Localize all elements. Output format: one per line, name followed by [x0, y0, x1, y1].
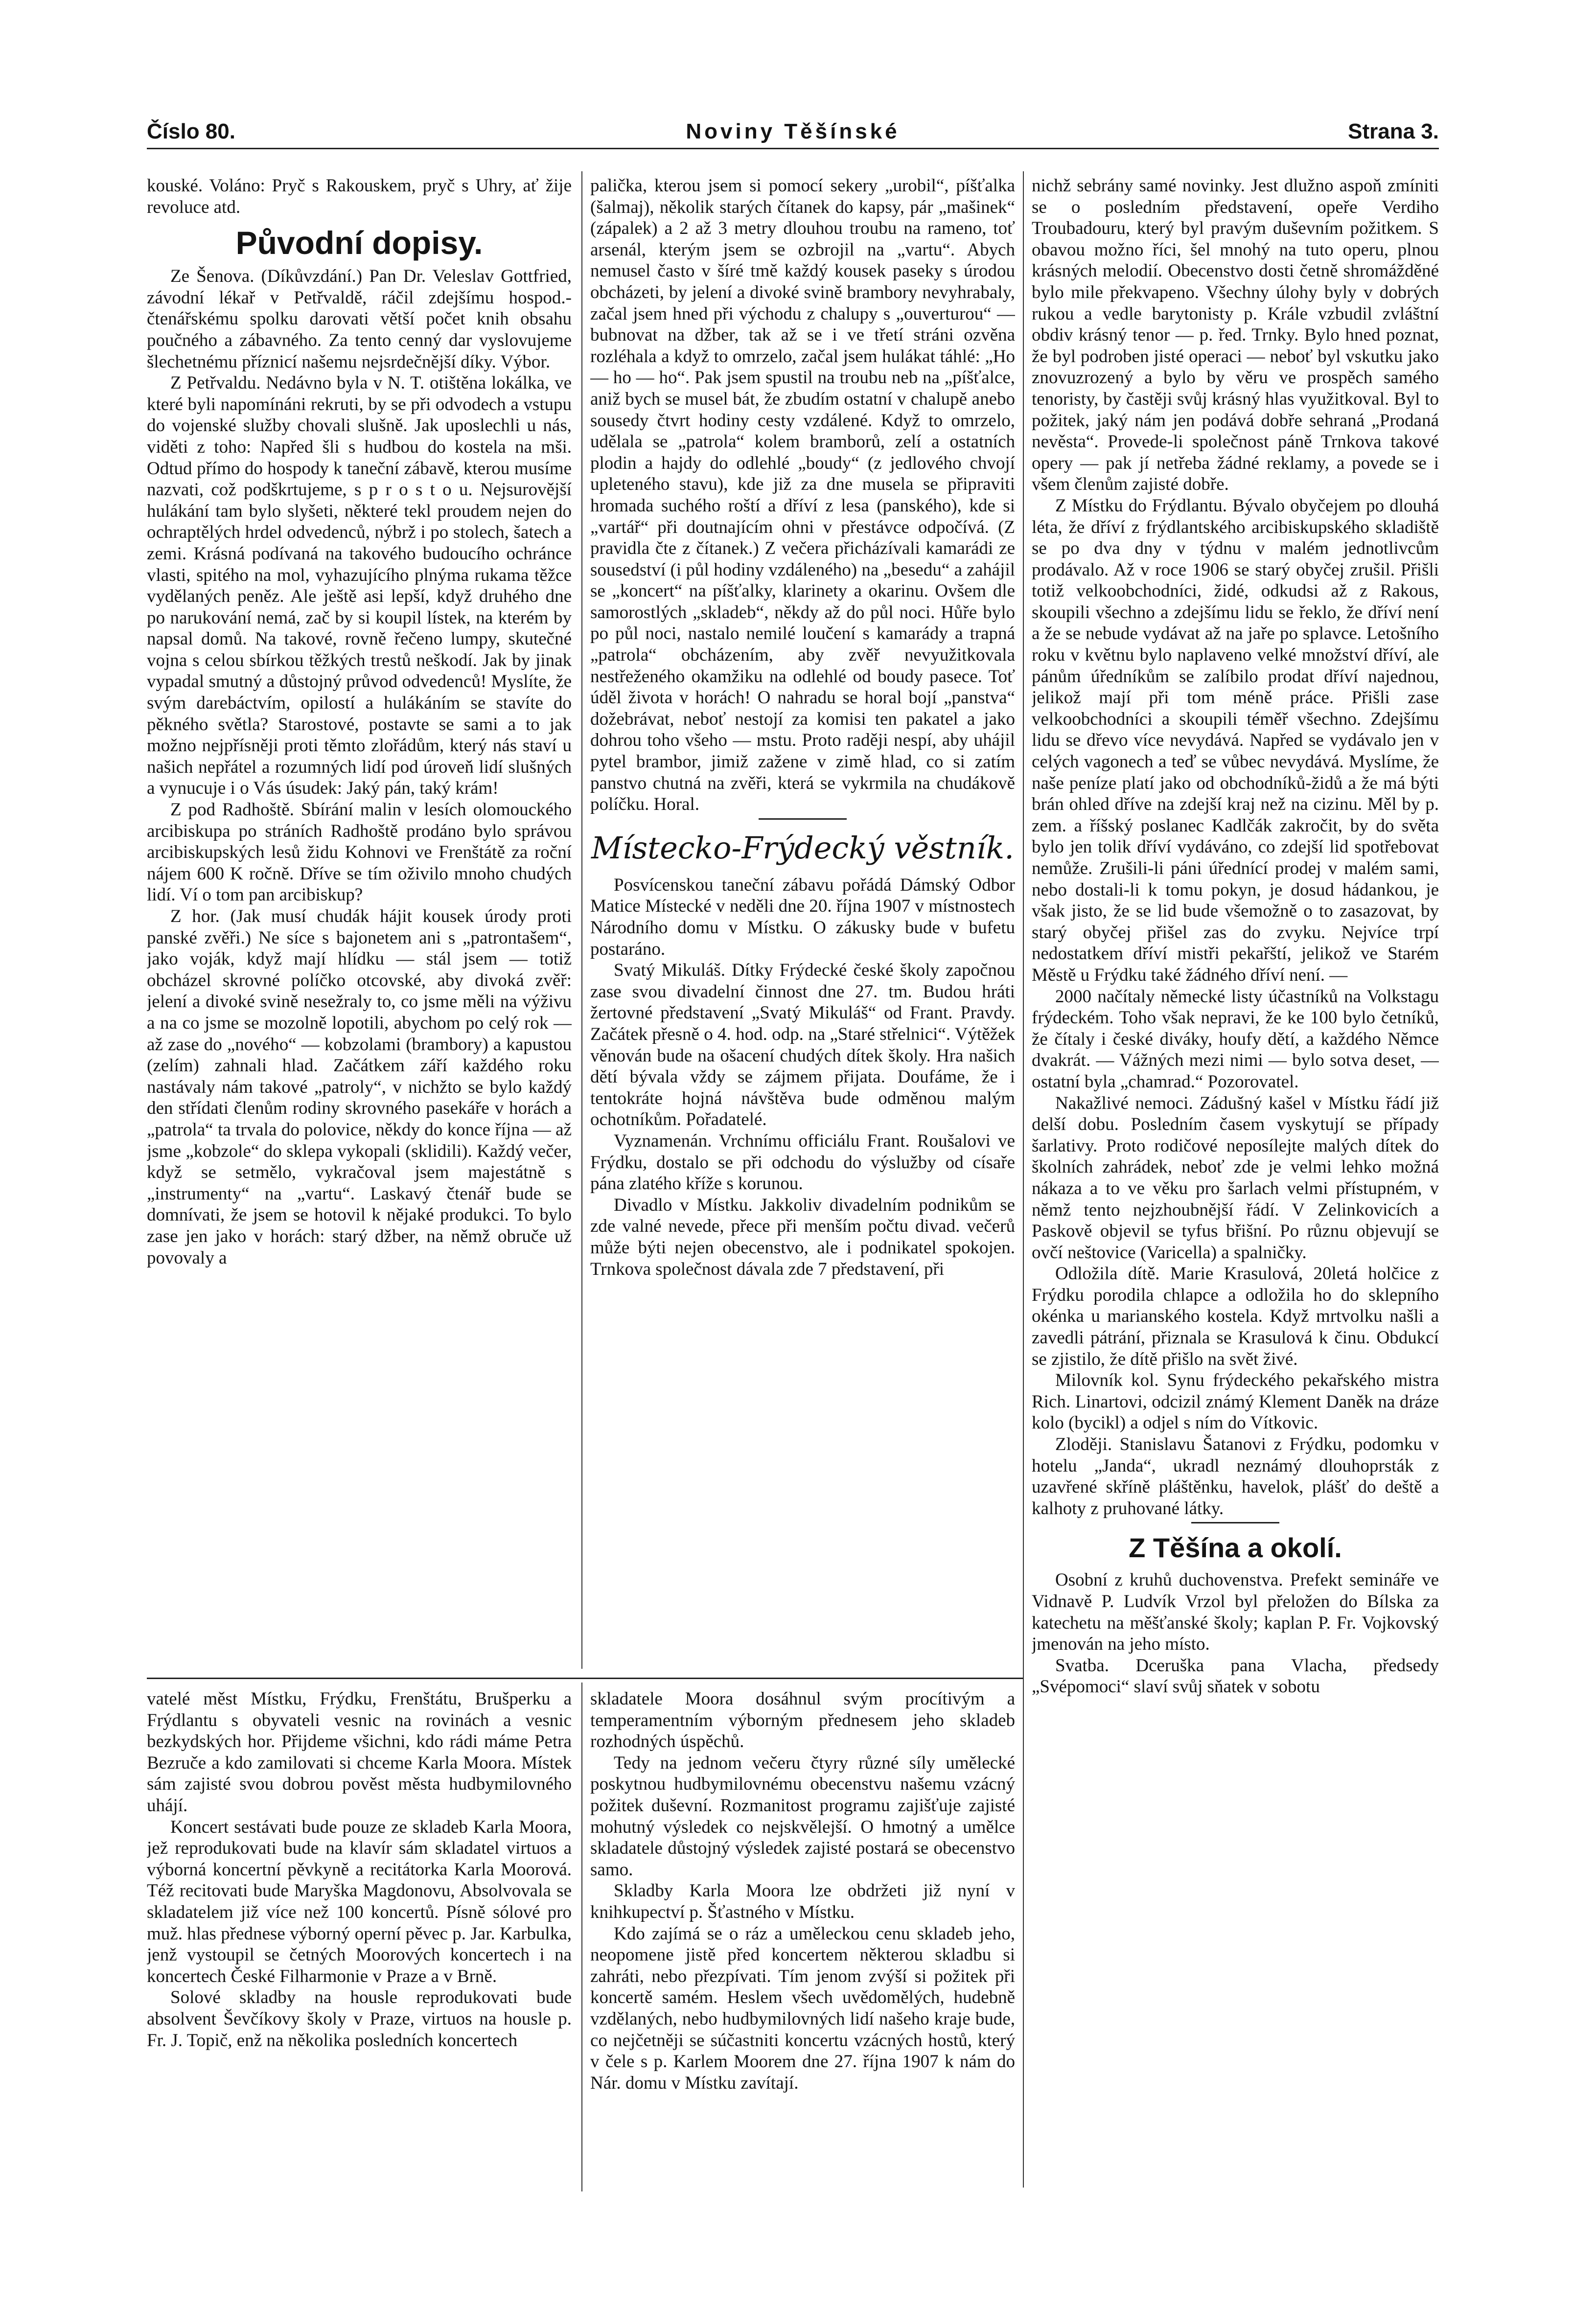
concert-article-part3: Solové skladby na housle reprodukovati bude absolvent Ševčíkovy školy v Praze, virtuos na housle p. Fr. J. Topič, enž na několika posledních koncertech: [147, 1987, 572, 2051]
page-header: [147, 117, 1439, 147]
newspaper-page: [147, 117, 1439, 2192]
column-divider: [581, 1683, 582, 2191]
article-svatba: Svatba. Dceruška pana Vlacha, předsedy „Svépomoci“ slaví svůj sňatek v sobotu: [1032, 1655, 1439, 1697]
lower-column-1: [147, 1688, 572, 2191]
article-odlozila-dite: Odložila dítě. Marie Krasulová, 20letá holčice z Frýdku porodila chlapce a odložila ho do sklepního okénka u marianského kostela. Když mrtvolku našli a zavedli pátrání, přiznala se Krasulová k činu. Obdukcí se zjistilo, že dítě přišlo na svět živé.: [1032, 1264, 1439, 1369]
page-number: Strana 3.: [1348, 119, 1439, 143]
article-svaty-mikulas: Svatý Mikuláš. Dítky Frýdecké české školy započnou zase svou divadelní činnost dne 27. tm. Budou hráti žertovné představení „Svatý Mikuláš“ od Frant. Pravdy. Začátek přesně o 4. hod. odp. na „Staré střelnici“. Výtěžek věnován bude na ošacení chudých dítek školy. Hra našich dětí bývala vždy se zájmem přijata. Doufáme, že i tentokráte hojná návštěva bude odměnou malým ochotníkům. Pořadatelé.: [590, 960, 1015, 1130]
section-heading-puvodni-dopisy: Původní dopisy.: [235, 225, 483, 261]
article-z-petrvaldu: Z Petřvaldu. Nedávno byla v N. T. otištěna lokálka, ve které byli napomínáni rekruti, by se při odvodech a vstupu do vojenské služby chovali slušně. Jak uposlechli u nás, viděti z toho: Napřed šli s hudbou do kostela na mši. Odtud přímo do hospody k taneční zábavě, kterou musíme nazvati, což podškrtujeme, s p r o s t o u. Nejsurovější hulákání tam bylo slyšeti, některé tekl proudem nejen do ochraptělých hrdel odvedenců, nýbrž i po stolech, šatech a zemi. Krásná podívaná na takového budoucího ochránce vlasti, spitého na mol, vyhazujícího plnýma rukama těžce vydělaných peněz. Ale ještě asi lepší, když druhého dne po narukování nemá, zač by si koupil lístek, na kterém by napsal domů. Na takové, rovně řečeno lumpy, skutečné vojna s celou sbírkou těžkých trestů neškodí. Jak by jinak vypadal smutný a důstojný průvod odvedenců! Myslíte, že svým darebáctvím, opilostí a hulákáním se stavíte do pěkného světla? Starostové, postavte se sami a to jak možno nejpřísněji proti těmto zlořádům, který nás staví u našich nepřátel a rozumných lidí pod úroveň lidí slušných a vynucuje i o Vás úsudek: Jaký pán, taký krám!: [147, 373, 572, 799]
concert-article-part4: skladatele Moora dosáhnul svým procítivým a temperamentním výborným přednesem jeho skladeb rozhodných úspěchů.: [590, 1689, 1015, 1752]
article-2000-ucastniku: 2000 načítaly německé listy účastníků na Volkstagu frýdeckém. Toho však nepravi, že ke 100 bylo četníků, že čítaly i české diváky, houfy dětí, a každého Němce dvakrát. — Vážných mezi nimi — bylo sotva deset, — ostatní byla „chamrad.“ Pozorovatel.: [1032, 986, 1439, 1092]
article-milovnik-kol: Milovník kol. Synu frýdeckého pekařského mistra Rich. Linartovi, odcizil známý Klement Daněk na dráze kolo (bycikl) a odjel s ním do Vítkovic.: [1032, 1370, 1439, 1433]
article-zlodeji: Zloději. Stanislavu Šatanovi z Frýdku, podomku v hotelu „Janda“, ukradl neznámý dlouhoprsták z uzavřené skříně pláštěnku, havelok, plášť do deště a kalhoty z pruhované látky.: [1032, 1434, 1439, 1519]
article-z-pod-radhoste: Z pod Radhoště. Sbírání malin v lesích olomouckého arcibiskupa po stráních Radhoště prodáno bylo správou arcibiskupských lesů židu Kohnovi ve Frenštátě za roční nájem 600 K ročně. Dříve se tím oživilo mnoho chudých lidí. Ví o tom pan arcibiskup?: [147, 800, 572, 905]
article-divadlo-v-mistku: Divadlo v Místku. Jakkoliv divadelním podnikům se zde valné nevede, přece při menším počtu divad. večerů může býti nejen obecenstvo, ale i podnikatel spokojen. Trnkova společnost dávala zde 7 představení, při: [590, 1195, 1015, 1279]
column-2: [590, 175, 1015, 1669]
article-continuation: kouské. Voláno: Pryč s Rakouskem, pryč s Uhry, ať žije revoluce atd.: [147, 176, 572, 217]
article-nakazlive-nemoci: Nakažlivé nemoci. Zádušný kašel v Místku řádí již delší dobu. Posledním časem vyskytují se případy šarlativy. Proto rodičové neposílejte malých dítek do školních zahrádek, neboť zde je velmi lehko možná nákaza a to ve věku pro šarlach velmi přístupném, v němž tento nejzhoubnější řádí. V Zelinkovicích a Paskově objevil se tyfus břišní. Po různu objevují se ovčí neštovice (Varicella) a spalničky.: [1032, 1093, 1439, 1263]
article-z-hor-cont: palička, kterou jsem si pomocí sekery „urobil“, píšťalka (šalmaj), několik starých čítanek do kapsy, pár „mašinek“ (zápalek) a 2 až 3 metry dlouhou troubu na rameno, toť arsenál, kterým jsem se ozbrojil na „vartu“. Abych nemusel často v šíré tmě každý kousek paseky s úrodou obcházeti, by jelení a divoké svině brambory nevyhrabaly, začal jsem hned při východu z chalupy s „ouverturou“ — bubnovat na džber, tak až se i ve třetí stráni ozvěna rozléhala a když to omrzelo, začal jsem hulákat táhlé: „Ho — ho — ho“. Pak jsem spustil na troubu neb na „píšťalce, aniž bych se musel bát, že zbudím ostatní v chalupě anebo sousedy čtvrt hodiny cesty vzdálené. Když to omrzelo, udělala se „patrola“ kolem bramborů, zelí a ostatních plodin a hajdy do odlehlé „boudy“ (z jedlového chvojí upleteného stavu), kde již za dne musela se připraviti hromada suchého roští a dříví z lesa (panského), kde si „vartář“ při doutnajícím ohni v přestávce odpočívá. (Z pravidla čte z čítanek.) Z večera přicházívali kamarádi ze sousedství (i půl hodiny vzdáleného) na „besedu“ a zahájil se „koncert“ na píšťalky, klarinety a okarinu. Ovšem dle samorostlých „skladeb“, někdy až do půl noci. Hůře bylo po půl noci, nastalo nemilé loučení s kamarády a trapná „patrola“ obcházením, aby zvěř nevyužitkovala nestřeženého okamžiku na odlehlé od boudy pasece. Toť úděl života v horách! O nahradu se horal bojí „panstva“ dožebrávat, neboť nestojí za komisi ten pakatel a jako dohrou toho všeho — mstu. Proto raději nespí, aby uhájil pytel brambor, jimiž zažene v zimě hlad, co si zatím panstvo chutná na zvěři, která se vykrmila na chudákově políčku. Horal.: [590, 176, 1015, 815]
article-z-hor: Z hor. (Jak musí chudák hájit kousek úrody proti panské zvěři.) Ne síce s bajonetem ani s „patrontašem“, jako voják, když mají hlídku — stál jsem — totiž obcházel skrovné políčko otcovské, aby divoká zvěř: jelení a divoké svině nesežraly to, co jsme měli na výživu a na co jsme se mozolně lopotili, abychom po celý rok — až zase do „nového“ — kobzolami (brambory) a kapustou (zelím) zahnali hlad. Začátkem září každého roku nastávaly nám takové „patroly“, v nichžto se bylo každý den střídati členům rodiny skrovného pasekáře v horách a „patrola“ ta trvala do polovice, někdy do konce října — až jsme „kobzole“ do sklepa vykopali (sklidili). Každý večer, když se setmělo, vykračoval jsem majestátně s „instrumenty“ na „vartu“. Laskavý čtenář bude se domnívati, že jsem se hotovil k nějaké produkci. To bylo zase jen jako v horách: starý džber, na němž obruče už povovaly a: [147, 906, 572, 1268]
lower-column-2: [590, 1688, 1015, 2191]
issue-number: Číslo 80.: [147, 119, 235, 143]
header-rule: [147, 148, 1439, 149]
short-rule: [1191, 1522, 1279, 1523]
short-rule: [759, 818, 847, 820]
concert-article-part6: Skladby Karla Moora lze obdržeti již nyní v knihkupectví p. Šťastného v Místku.: [590, 1881, 1015, 1922]
concert-article-part5: Tedy na jednom večeru čtyry různé síly umělecké poskytnou hudbymilovnému obecenstvu našemu vzácný požitek duševní. Rozmanitost programu zajišťuje zajisté mohutný výsledek co nejskvělejší. O hmotný a umělce skladatele důstojný výsledek zajisté postará se obecenstvo samo.: [590, 1752, 1015, 1880]
column-3: [1032, 175, 1439, 2191]
concert-article-part1: vatelé měst Místku, Frýdku, Frenštátu, Brušperku a Frýdlantu s obyvateli vesnic na rovinách a vesnic bezkydských hor. Přijdeme všichni, kdo rádi máme Petra Bezruče a kdo zamilovati si chceme Karla Moora. Místek sám zajisté svou dobrou pověst městа hudbymilovného uhájí.: [147, 1689, 572, 1816]
column-divider: [1023, 171, 1024, 2188]
article-posvicenska-zabava: Posvícenskou taneční zábavu pořádá Dámský Odbor Matice Místecké v neděli dne 20. října 1907 v místnostech Národního domu v Místku. O zákusky bude v bufetu postaráno.: [590, 875, 1015, 959]
article-osobni: Osobní z kruhů duchovenstva. Prefekt semináře ve Vidnavě P. Ludvík Vrzol byl přeložen do Bílska za katechetu na měšťanské školy; kaplan P. Fr. Vojkovský jmenován na jeho místo.: [1032, 1570, 1439, 1655]
article-ze-senova: Ze Šenova. (Díkůvzdání.) Pan Dr. Veleslav Gottfried, závodní lékař v Petřvaldě, ráčil zdejšímu hospod.-čtenářskému spolku darovati větší počet knih obsahu poučného a zábavného. Za tento cenný dar vyslovujeme šlechetnému příznicí našemu nejsrdečnější díky. Výbor.: [147, 266, 572, 372]
column-divider: [581, 171, 582, 1669]
article-z-mistku-do-frydlantu: Z Místku do Frýdlantu. Bývalo obyčejem po dlouhá léta, že dříví z frýdlantského arcibiskupského skladiště se po dva dny v týdnu v malém jednotlivcům prodávalo. Až v roce 1906 se starý obyčej zrušil. Přišli totiž velkoobchodníci, židé, odkudsi až z Rakous, skoupili všechno a zdejšímu lidu se řeklo, že dříví není a že se nebude vydávat až na jaře po splavce. Letošního roku v květnu bylo naplaveno velké množství dříví, ale pánům úředníkům se zalíbilo prodat dříví najednou, jelikož mají při tom méně práce. Přišli zase velkoobchodníci a skoupili téměř všechno. Zdejšímu lidu se dřevo více nevydává. Napřed se vydávalo jen v celých vagonech a teď se vůbec nevydává. Myslíme, že naše peníze platí jako od obchodníků-židů a že má býti brán ohled dříve na zdejší kraj než na cizinu. Měl by p. zem. a říšský poslanec Kadlčák zakročit, by do světa bylo jen tolik dříví vydáváno, co zdejší lid spotřebovat nemůže. Zrušili-li páni úřednící prodej v malém sami, nebo dostali-li k tomu pokyn, je dosud hádankou, je však jisto, že se lid bude všemožně o to zasazovat, by starý obyčej přišel zas do zvyku. Nejvíce trpí nedostatkem dříví mistři pekařští, jelikož ve Starém Městě u Frýdku také žádného dříví není. —: [1032, 495, 1439, 985]
masthead: Noviny Těšínské: [686, 119, 900, 143]
article-divadlo-cont: nichž sebrány samé novinky. Jest dlužno aspoň zmíniti se o posledním představení, opeře Verdiho Troubadouru, který byl pravým duševním požitkem. S obavou možno říci, šel mnohý na tuto operu, plnou krásných melodií. Obecenstvo dosti četně shromážděné bylo mile překvapeno. Všechny úlohy byly v dobrých rukou a vedle barytonisty p. Krále vzbudil zvláštní obdiv krásný tenor — p. řed. Trnky. Bylo hned poznat, že byl podroben jisté operaci — neboť byl vskutku jako znovuzrozený a bylo by věru ve prospěch samého tenoristy, by častěji svůj krásný hlas využitkoval. Byl to požitek, jaký nám jen podává dobře sehraná „Prodaná nevěsta“. Provede-li společnost páně Trnkova takové opery — pak jí netřeba žádné reklamy, a povede se i všem členům zajisté dobře.: [1032, 176, 1439, 495]
concert-article-part2: Koncert sestávati bude pouze ze skladeb Karla Moora, jež reprodukovati bude na klavír sám skladatel virtuos a výborná koncertní pěvkyně a recitátorka Karla Moorová. Též recitovati bude Maryška Magdonovu, Absolvovala se skladatelem již více než 100 koncertů. Písně sólové pro muž. hlas přednese výborný operní pěvec p. Jar. Karbulka, jenž vystoupil se četných Moorových koncertech i na koncertech České Filharmonie v Praze a v Brně.: [147, 1817, 572, 1986]
section-heading-z-tesina: Z Těšína a okolí.: [1129, 1532, 1342, 1564]
article-vyznamenan: Vyznamenán. Vrchnímu officiálu Frant. Roušalovi ve Frýdku, dostalo se při odchodu do výslužby od císaře pána zlatého kříže s korunou.: [590, 1130, 1015, 1194]
lower-block-rule: [147, 1678, 1023, 1679]
column-1: [147, 175, 572, 1669]
concert-article-part7: Kdo zajímá se o ráz a uměleckou cenu skladeb jeho, neopomene jistě před koncertem některou skladbu si zahráti, nebo přezpívati. Tím jenom zvýší si požitek při koncertě samém. Heslem všech uvědomělých, hudebně vzdělaných, nebo hudbymilovných lidí našeho kraje bude, co nejčetněji se súčastniti koncertu vzácných hostů, který v čele s p. Karlem Moorem dne 27. října 1907 k nám do Nár. domu v Místku zavítají.: [590, 1923, 1015, 2093]
section-heading-mistecko-frydecky: Místecko-Frýdecký věstník.: [591, 830, 1014, 866]
